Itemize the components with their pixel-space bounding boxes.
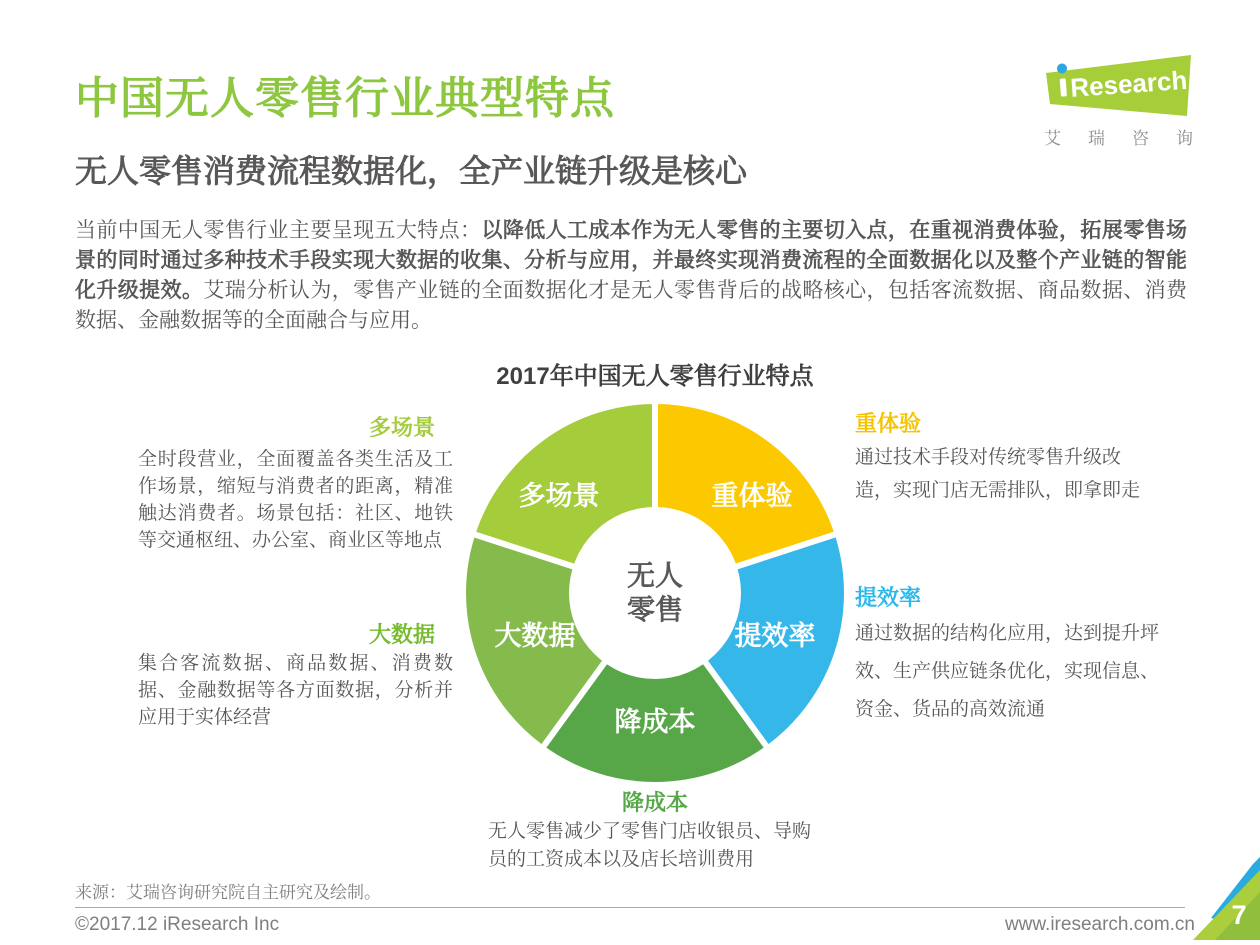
annotation-text-dashuju: 集合客流数据、商品数据、消费数据、金融数据等各方面数据，分析并应用于实体经营 <box>138 653 453 728</box>
intro-normal-2: 艾瑞分析认为，零售产业链的全面数据化才是无人零售背后的战略核心，包括客流数据、商品数据、消费数据、金融数据等的全面融合与应用。 <box>75 279 1188 332</box>
annotation-text-tixiaolv: 通过数据的结构化应用，达到提升坪效、生产供应链条优化，实现信息、资金、货品的高效流通 <box>855 623 1160 720</box>
annotation-heading-tixiaolv: 提效率 <box>855 585 922 610</box>
donut-center-circle <box>569 507 741 679</box>
annotation-heading-duochangjing: 多场景 <box>368 415 435 440</box>
corner-decoration <box>1185 850 1260 945</box>
page-subtitle: 无人零售消费流程数据化，全产业链升级是核心 <box>75 153 748 189</box>
annotation-text-duochangjing: 全时段营业，全面覆盖各类生活及工作场景，缩短与消费者的距离，精准触达消费者。场景包括：社区、地铁等交通枢纽、办公室、商业区等地点 <box>138 449 453 551</box>
annotation-heading-jiangchengben: 降成本 <box>621 790 688 815</box>
corner-ribbon-icon <box>1185 850 1260 940</box>
segment-label-zhongtiyan: 重体验 <box>711 481 793 511</box>
chart-title: 2017年中国无人零售行业特点 <box>496 363 814 390</box>
center-label-line2: 零售 <box>626 594 684 625</box>
iresearch-logo <box>1040 52 1198 127</box>
center-label-line1: 无人 <box>626 560 684 591</box>
source-note: 来源：艾瑞咨询研究院自主研究及绘制。 <box>75 883 381 902</box>
footer-divider <box>75 907 1185 908</box>
annotation-text-zhongtiyan: 通过技术手段对传统零售升级改造，实现门店无需排队，即拿即走 <box>855 447 1141 501</box>
donut-chart <box>459 397 851 794</box>
segment-label-jiangchengben: 降成本 <box>614 707 696 737</box>
page-title: 中国无人零售行业典型特点 <box>75 74 615 123</box>
website-text: www.iresearch.com.cn <box>1004 914 1195 935</box>
intro-normal-1: 当前中国无人零售行业主要呈现五大特点： <box>75 219 482 242</box>
segment-label-duochangjing: 多场景 <box>518 481 600 511</box>
annotation-text-jiangchengben: 无人零售减少了零售门店收银员、导购员的工资成本以及店长培训费用 <box>488 821 812 870</box>
annotation-heading-zhongtiyan: 重体验 <box>855 411 922 436</box>
intro-paragraph <box>75 216 1187 336</box>
intro-bold: 以降低人工成本作为无人零售的主要切入点，在重视消费体验，拓展零售场景的同时通过多种技术手段实现大数据的收集、分析与应用，并最终实现消费流程的全面数据化以及整个产业链的智能化升级提效。 <box>75 219 1187 302</box>
logo-chinese-name: 艾瑞咨询 <box>1044 129 1220 148</box>
annotation-heading-dashuju: 大数据 <box>368 622 435 647</box>
iresearch-logo-icon <box>1040 52 1198 122</box>
segment-label-tixiaolv: 提效率 <box>734 621 816 651</box>
copyright-text: ©2017.12 iResearch Inc <box>75 914 280 935</box>
logo-brand-text: Research <box>1069 64 1189 103</box>
segment-label-dashuju: 大数据 <box>494 621 576 651</box>
page-number: 7 <box>1231 900 1247 930</box>
